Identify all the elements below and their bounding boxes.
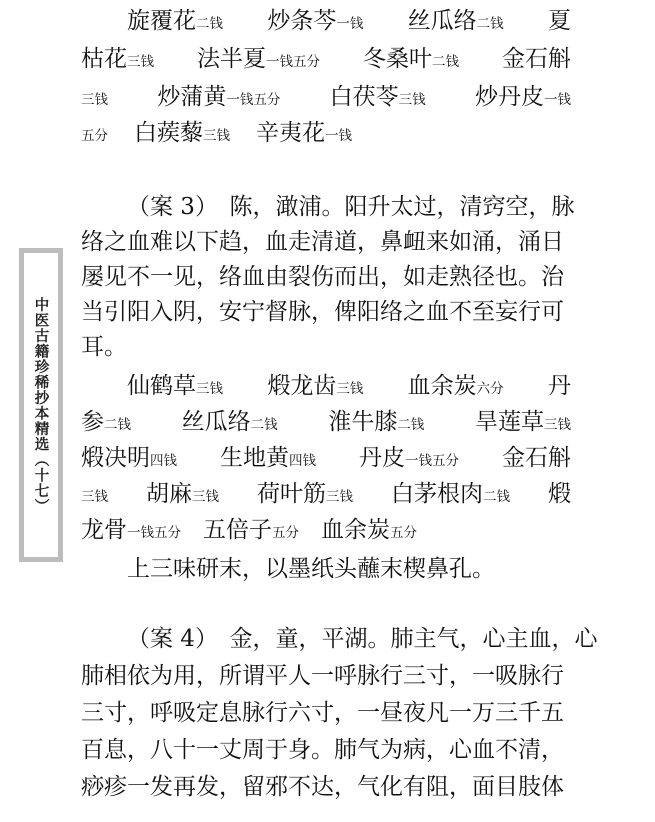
herb-item: [267, 371, 363, 404]
herb-name: 丹皮: [359, 445, 405, 471]
herb-item: [408, 6, 504, 39]
herb-dose: 六分: [476, 381, 504, 397]
herb-dose: 三钱: [398, 92, 426, 108]
case4-line: 百息，八十一丈周于身。肺气为病，心血不清，: [81, 737, 564, 763]
herb-dose: 二钱: [483, 489, 510, 505]
herb-dose: 三钱: [81, 92, 108, 108]
case4-line: 三寸，呼吸定息脉行六寸，一昼夜凡一万三千五: [81, 700, 564, 726]
herb-line: [81, 118, 571, 151]
herb-item: [363, 44, 459, 77]
herb-item: [475, 407, 571, 440]
herb-name: 生地黄: [220, 445, 289, 471]
herb-line: [81, 407, 571, 440]
herb-name: 枯花: [81, 46, 127, 72]
herb-item: [502, 443, 571, 473]
herb-dose: 二钱: [104, 417, 131, 433]
herb-item: [146, 479, 219, 512]
herb-line: [81, 443, 571, 476]
case4-line: （案 4） 金，童，平湖。肺主气，心主血，心: [127, 626, 598, 652]
herb-item: [548, 371, 571, 401]
herb-item: [81, 443, 177, 476]
herb-item: [81, 118, 108, 151]
case4-line: 肺相依为用，所谓平人一呼脉行三寸，一吸脉行: [81, 663, 564, 689]
herb-name: 参: [81, 409, 104, 435]
case3-line: 络之血难以下趋，血走清道，鼻衄来如涌，涌日: [81, 229, 564, 255]
herb-name: 夏: [547, 8, 571, 34]
herb-name: 五倍子: [203, 517, 272, 543]
herb-item: [157, 82, 280, 115]
herb-item: [267, 6, 363, 39]
herb-item: [203, 515, 299, 548]
herb-item: [81, 515, 181, 548]
herb-name: 煅: [548, 481, 571, 507]
herb-line: [81, 371, 571, 404]
case3-note: 上三味研末，以墨纸头蘸末楔鼻孔。: [127, 556, 495, 582]
herb-dose: 三钱: [81, 489, 108, 505]
herb-dose: 二钱: [250, 417, 278, 433]
herb-item: [182, 407, 278, 440]
herb-item: [359, 443, 459, 476]
herb-dose: 一钱: [325, 128, 352, 144]
herb-item: [81, 407, 131, 440]
herb-dose: 四钱: [289, 453, 316, 469]
herb-name: 旱莲草: [474, 409, 544, 435]
herb-dose: 四钱: [150, 453, 177, 469]
herb-dose: 五分: [272, 525, 299, 541]
herb-dose: 一钱五分: [226, 92, 281, 108]
case4-line: 痧疹一发再发，留邪不达，气化有阻，面目肢体: [81, 774, 564, 800]
sidebar-inner: [24, 253, 58, 557]
herb-name: 辛夷花: [256, 120, 325, 146]
herb-item: [81, 82, 108, 115]
herb-line: [81, 44, 571, 77]
herb-name: 丹: [547, 373, 571, 399]
herb-dose: 二钱: [432, 54, 459, 70]
herb-line: [81, 479, 571, 512]
sidebar-book-title: 中医古籍珍稀抄本精选（十七）: [32, 296, 50, 514]
herb-dose: 二钱: [476, 16, 504, 32]
herb-dose: 一钱五分: [405, 453, 459, 469]
herb-name: 仙鹤草: [127, 373, 196, 399]
herb-dose: 二钱: [196, 16, 223, 32]
herb-item: [127, 371, 223, 404]
herb-item: [330, 82, 426, 115]
herb-line: [81, 6, 571, 39]
herb-item: [134, 118, 230, 151]
herb-name: 血余炭: [321, 517, 390, 543]
herb-name: 血余炭: [407, 373, 477, 399]
herb-name: 煅龙齿: [267, 373, 337, 399]
herb-dose: 一钱五分: [266, 54, 320, 70]
herb-dose: 三钱: [336, 381, 364, 397]
herb-name: 荷叶筋: [257, 481, 326, 507]
herb-item: [256, 118, 352, 151]
herb-item: [127, 6, 223, 39]
herb-item: [408, 371, 504, 404]
herb-line: [81, 515, 571, 548]
herb-name: 龙骨: [81, 517, 127, 543]
herb-dose: 三钱: [196, 381, 223, 397]
herb-name: 炒丹皮: [474, 84, 544, 110]
herb-dose: 一钱: [543, 92, 571, 108]
sidebar-book-title-box: [19, 248, 63, 562]
herb-dose: 三钱: [543, 417, 571, 433]
herb-name: 冬桑叶: [363, 46, 432, 72]
herb-name: 煅决明: [81, 445, 150, 471]
herb-name: 白蒺藜: [134, 120, 203, 146]
herb-item: [475, 82, 571, 115]
herb-name: 胡麻: [146, 481, 192, 507]
herb-item: [391, 479, 510, 512]
herb-dose: 五分: [390, 525, 417, 541]
case3-line: （案 3） 陈，澉浦。阳升太过，清窍空，脉: [127, 194, 575, 220]
herb-item: [502, 44, 571, 74]
herb-name: 法半夏: [197, 46, 266, 72]
herb-item: [220, 443, 316, 476]
herb-item: [548, 479, 571, 509]
herb-dose: 三钱: [203, 128, 230, 144]
herb-dose: 三钱: [192, 489, 219, 505]
herb-name: 旋覆花: [127, 8, 196, 34]
herb-dose: 一钱五分: [127, 525, 181, 541]
herb-line: [81, 82, 571, 115]
herb-dose: 一钱: [336, 16, 364, 32]
herb-dose: 三钱: [326, 489, 353, 505]
herb-name: 白茅根肉: [391, 481, 483, 507]
herb-item: [197, 44, 320, 77]
herb-name: 丝瓜络: [181, 409, 251, 435]
herb-name: 金石斛: [502, 445, 571, 471]
herb-name: 丝瓜络: [407, 8, 477, 34]
herb-dose: 二钱: [397, 417, 425, 433]
herb-name: 炒蒲黄: [157, 84, 227, 110]
herb-name: 炒条芩: [267, 8, 337, 34]
herb-item: [548, 6, 571, 36]
herb-item: [81, 479, 108, 512]
herb-item: [328, 407, 424, 440]
herb-name: 淮牛膝: [328, 409, 398, 435]
case3-line: 耳。: [81, 334, 127, 360]
herb-item: [81, 44, 154, 77]
herb-item: [321, 515, 417, 548]
case3-line: 当引阳入阴，安宁督脉，俾阳络之血不至妄行可: [81, 299, 564, 325]
herb-name: 金石斛: [502, 46, 571, 72]
herb-item: [257, 479, 353, 512]
herb-dose: 三钱: [127, 54, 154, 70]
herb-dose: 五分: [81, 128, 108, 144]
case3-line: 屡见不一见，络血由裂伤而出，如走熟径也。治: [81, 264, 564, 290]
herb-name: 白茯苓: [329, 84, 399, 110]
